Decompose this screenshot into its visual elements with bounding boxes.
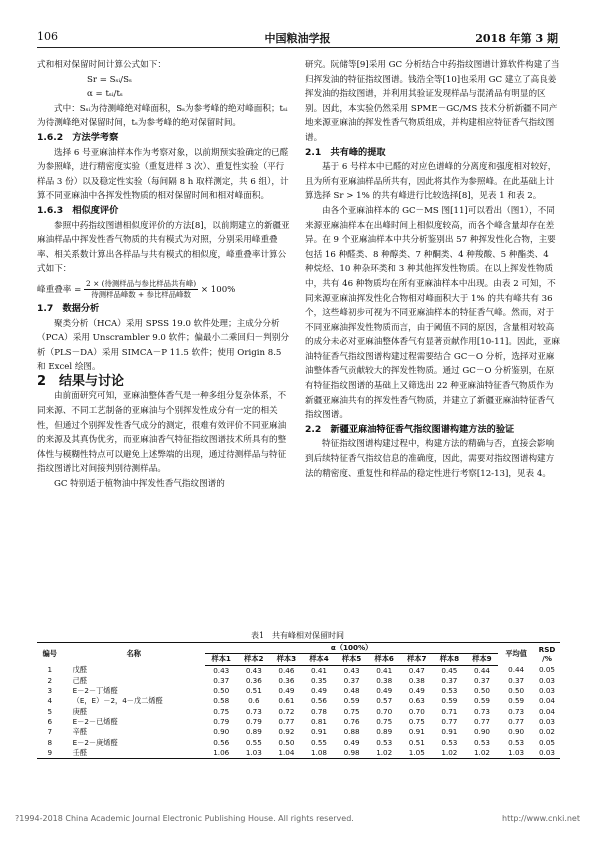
heading-2: 2 结果与讨论: [37, 373, 125, 389]
compound-name: 辛醛: [72, 727, 88, 737]
col-header-sample: 样本4: [303, 654, 336, 665]
table-row: [37, 707, 560, 717]
right-column: [305, 58, 560, 481]
table-row: [37, 748, 560, 759]
compound-name: E－2－丁烯醛: [72, 686, 118, 696]
average-value: 0.73: [508, 706, 525, 716]
compound-name: 庚醛: [72, 706, 88, 716]
compound-name: E－2－已烯醛: [72, 717, 118, 727]
alpha-value: 0.38: [376, 675, 393, 685]
alpha-value: 0.59: [441, 696, 458, 706]
col-header-avg: 平均值: [498, 643, 534, 666]
alpha-value: 0.98: [335, 748, 368, 759]
alpha-value: 0.51: [245, 686, 262, 696]
footer-site[interactable]: http://www.cnki.net: [502, 814, 580, 823]
page-number: 106: [37, 30, 58, 43]
alpha-value: 0.44: [473, 665, 490, 675]
col-header-sample: 样本8: [433, 654, 466, 665]
heading-2-1: 2.1 共有峰的提取: [305, 146, 386, 158]
header-rule: [37, 47, 560, 48]
alpha-value: 0.70: [376, 706, 393, 716]
row-number: 1: [47, 665, 53, 675]
paragraph-2-2: 特征指纹图谱构建过程中，构建方法的精确与否，直接会影响到后续特征香气指纹信息的准确度，因此，需要对指纹图谱构建方法的精密度、重复性和样品的稳定性进行考察[12-13]，见表 4。: [305, 439, 555, 479]
alpha-value: 0.63: [408, 696, 425, 706]
alpha-value: 0.75: [408, 717, 425, 727]
alpha-value: 0.89: [376, 727, 393, 737]
alpha-value: 0.36: [278, 675, 295, 685]
alpha-value: 0.41: [311, 665, 328, 675]
alpha-value: 0.75: [213, 706, 230, 716]
average-value: 0.50: [508, 686, 525, 696]
rsd-value: 0.04: [538, 696, 555, 706]
overlap-label: 峰重叠率 =: [37, 284, 82, 295]
alpha-value: 0.50: [473, 686, 490, 696]
paragraph-1-6-3: 参照中药指纹图谱相似度评价的方法[8]，以前期建立的新疆亚麻油样品中挥发性香气物质的共有模式为对照，分别采用峰重叠率、相关系数计算出各样品与共有模式的相似度，峰重叠率计算公式如下：: [37, 220, 290, 275]
overlap-tail: × 100%: [200, 284, 236, 295]
alpha-value: 0.71: [441, 706, 458, 716]
col-header-name: 名称: [63, 643, 205, 666]
alpha-value: 1.04: [270, 748, 303, 759]
table-row: [37, 686, 560, 696]
table-row: [37, 717, 560, 727]
compound-name: E－2－庚烯醛: [72, 737, 118, 747]
paragraph-2b: GC 特别适于植物油中挥发性香气指纹图谱的: [54, 479, 225, 490]
alpha-value: 0.90: [473, 727, 490, 737]
row-number: 7: [47, 727, 53, 737]
alpha-value: 0.78: [311, 706, 328, 716]
alpha-value: 0.75: [343, 706, 360, 716]
alpha-value: 0.53: [376, 737, 393, 747]
paragraph-2-1a: 基于 6 号样本中已醛的对应色谱峰的分离度和强度相对较好，且为所有亚麻油样品所共有，因此将其作为参照峰。在此基础上计算选择 Sr > 1% 的共有峰进行比较选择[8]，见表 1 和表 2。: [305, 162, 557, 202]
issue-label: 2018 年第 3 期: [475, 32, 558, 45]
average-value: 0.77: [508, 717, 525, 727]
alpha-value: 0.77: [441, 717, 458, 727]
alpha-value: 0.38: [408, 675, 425, 685]
heading-1-6-2: 1.6.2 方法学考察: [37, 131, 119, 143]
alpha-value: 0.43: [245, 665, 262, 675]
table-row: [37, 738, 560, 748]
alpha-value: 1.05: [401, 748, 434, 759]
alpha-value: 0.81: [311, 717, 328, 727]
alpha-value: 0.37: [473, 675, 490, 685]
heading-2-2: 2.2 新疆亚麻油特征香气指纹图谱构建方法的验证: [305, 423, 515, 435]
alpha-value: 0.36: [245, 675, 262, 685]
col-header-sample: 样本9: [466, 654, 499, 665]
alpha-value: 0.58: [213, 696, 230, 706]
alpha-value: 0.70: [408, 706, 425, 716]
journal-title: 中国粮油学报: [264, 32, 331, 45]
alpha-value: 1.02: [433, 748, 466, 759]
col-header-sample: 样本2: [238, 654, 271, 665]
overlap-formula: [37, 279, 292, 300]
overlap-fraction: [84, 279, 198, 300]
average-value: 0.37: [508, 675, 525, 685]
col-header-rsd: RSD /%: [534, 643, 560, 666]
alpha-value: 0.53: [473, 737, 490, 747]
alpha-value: 0.55: [245, 737, 262, 747]
alpha-value: 0.43: [343, 665, 360, 675]
alpha-value: 0.56: [311, 696, 328, 706]
compound-name: 壬醛: [63, 748, 205, 759]
average-value: 0.90: [508, 727, 525, 737]
paragraph-2a: 由前面研究可知，亚麻油整体香气是一种多组分复杂体系，不同来源、不同工艺制备的亚麻油与个别挥发性成分有一定的相关性，但通过个别挥发性香气成分的测定，很难有效评价不同亚麻油的来源及其真伪优劣，而亚麻油香气特征指纹图谱技术所具有的整体性与模糊性特点可以避免上述弊端的出现，通过待测样品与特征指纹图谱比对间接判别待测样品。: [37, 391, 287, 475]
row-number: 2: [47, 675, 53, 685]
alpha-value: 0.43: [213, 665, 230, 675]
formula-intro: 式和相对保留时间计算公式如下：: [37, 60, 166, 70]
paragraph-1-6-2: 选择 6 号亚麻油样本作为考察对象，以前期预实验确定的已醛为参照峰，进行精密度实验（重复进样 3 次）、重复性实验（平行样品 3 份）以及稳定性实验（每间隔 8 h 取样测定，共 6 组），计算不同亚麻油中各挥发性物质的相对保留时间和相对峰面积。: [37, 147, 289, 202]
alpha-value: 0.76: [343, 717, 360, 727]
alpha-value: 0.72: [278, 706, 295, 716]
overlap-numerator: 2 × (待测样品与参比样品共有峰): [86, 278, 197, 288]
row-number: 6: [47, 717, 53, 727]
overlap-denominator: 待测样品峰数 + 参比样品峰数: [91, 289, 191, 299]
row-number: 5: [47, 706, 53, 716]
table-row: [37, 665, 560, 676]
average-value: 1.03: [498, 748, 534, 759]
rsd-value: 0.02: [538, 727, 555, 737]
alpha-value: 0.41: [376, 665, 393, 675]
table-row: [37, 696, 560, 706]
rsd-value: 0.03: [534, 748, 560, 759]
alpha-value: 0.59: [343, 696, 360, 706]
alpha-value: 0.91: [408, 727, 425, 737]
alpha-value: 0.6: [248, 696, 260, 706]
left-column: [37, 58, 292, 492]
alpha-value: 0.61: [278, 696, 295, 706]
table-title: 表1 共有峰相对保留时间: [250, 631, 345, 640]
alpha-value: 0.77: [278, 717, 295, 727]
rsd-value: 0.03: [538, 717, 555, 727]
heading-1-7: 1.7 数据分析: [37, 302, 100, 314]
row-number: 9: [37, 748, 63, 759]
col-header-sample: 样本7: [401, 654, 434, 665]
alpha-value: 0.77: [473, 717, 490, 727]
alpha-value: 0.79: [245, 717, 262, 727]
alpha-value: 0.89: [245, 727, 262, 737]
col-header-sample: 样本1: [205, 654, 238, 665]
average-value: 0.44: [508, 665, 525, 675]
alpha-value: 1.08: [303, 748, 336, 759]
row-number: 4: [47, 696, 53, 706]
alpha-value: 0.49: [311, 686, 328, 696]
formula-description: 式中：Sₛᵢ为待测峰绝对峰面积，Sₛ为参考峰的绝对峰面积；tₛᵢ为待测峰绝对保留时间，tₛ为参考峰的绝对保留时间。: [37, 103, 288, 129]
alpha-value: 0.53: [441, 686, 458, 696]
alpha-value: 0.49: [343, 737, 360, 747]
col-header-alpha: α（100%）: [205, 643, 498, 654]
col-header-no: 编号: [37, 643, 63, 666]
compound-name: （E，E）－2，4－戊二烯醛: [72, 696, 163, 706]
alpha-value: 0.57: [376, 696, 393, 706]
average-value: 0.59: [508, 696, 525, 706]
alpha-value: 1.02: [466, 748, 499, 759]
col-header-sample: 样本6: [368, 654, 401, 665]
alpha-value: 0.49: [408, 686, 425, 696]
footer-copyright: ?1994-2018 China Academic Journal Electronic Publishing House. All rights reserved.: [15, 814, 354, 823]
alpha-value: 0.73: [473, 706, 490, 716]
alpha-value: 0.50: [213, 686, 230, 696]
rsd-value: 0.03: [538, 686, 555, 696]
formula-sr: Sr = Sₛᵢ/Sₛ: [87, 74, 132, 85]
rsd-value: 0.03: [538, 675, 555, 685]
table-body: [37, 665, 560, 759]
compound-name: 己醛: [72, 675, 88, 685]
alpha-value: 0.55: [311, 737, 328, 747]
col-header-sample: 样本5: [335, 654, 368, 665]
alpha-value: 0.79: [213, 717, 230, 727]
alpha-value: 0.46: [278, 665, 295, 675]
rsd-value: 0.05: [538, 737, 555, 747]
paragraph-1-7: 聚类分析（HCA）采用 SPSS 19.0 软件处理；主成分分析（PCA）采用 Unscrambler 9.0 软件；偏最小二乘回归－判别分析（PLS－DA）采用 SIMCA－P 11.5 软件；使用 Origin 8.5 和 Excel 绘图。: [37, 318, 289, 373]
alpha-value: 0.37: [213, 675, 230, 685]
alpha-value: 0.91: [441, 727, 458, 737]
alpha-value: 0.56: [213, 737, 230, 747]
alpha-value: 0.45: [441, 665, 458, 675]
alpha-value: 0.53: [441, 737, 458, 747]
alpha-value: 0.92: [278, 727, 295, 737]
alpha-value: 0.50: [278, 737, 295, 747]
alpha-value: 0.90: [213, 727, 230, 737]
alpha-value: 0.88: [343, 727, 360, 737]
table-row: [37, 727, 560, 737]
rsd-value: 0.05: [538, 665, 555, 675]
alpha-value: 0.59: [473, 696, 490, 706]
alpha-value: 0.75: [376, 717, 393, 727]
alpha-value: 0.49: [278, 686, 295, 696]
alpha-value: 0.73: [245, 706, 262, 716]
alpha-value: 1.06: [205, 748, 238, 759]
alpha-value: 0.48: [343, 686, 360, 696]
paragraph-2-1b: 由各个亚麻油样本的 GC－MS 图[11]可以看出（图1），不同来源亚麻油样本在出峰时间上相似度较高，而各个峰含量却存在差异。在 9 个亚麻油样本中共分析鉴别出 57 种挥发性化合物，主要包括 16 种醛类、8 种醇类、7 种酮类、4 种羧酸、5 种酯类、4 种烷烃、10 种杂环类和 3 种其他挥发性物质。在以上挥发性物质中，共有 46 种物质均在所有亚麻油样本中出现。由表 2 可知，不同来源亚麻油挥发性化合物相对峰面积大于 1% 的共有峰共有 36 个，这些峰初步可视为不同亚麻油样本的特征香气峰。然而，对于不同亚麻油挥发性物质而言，由于阈值不同的原因，含量相对较高的成分未必对亚麻油整体香气有显著贡献作用[10-11]。因此，亚麻油特征香气指纹图谱构建过程需要结合 GC－O 分析，选择对亚麻油整体香气贡献较大的挥发性物质。通过 GC－O 分析鉴别，在原有特征指纹图谱的基础上又筛选出 22 种亚麻油特征香气物质作为新疆亚麻油共有的挥发性香气物质，并建立了新疆亚麻油特征香气指纹图谱。: [305, 205, 560, 421]
paragraph-continued: 研究。阮储等[9]采用 GC 分析结合中药指纹图谱计算软件构建了当归挥发油的特征指纹图谱。钱浩全等[10]也采用 GC 建立了高良姜挥发油的指纹图谱，并利用其验证发现样品与混淆品有明显的区别。因此，本实验仍然采用 SPME－GC/MS 技术分析新疆不同产地来源亚麻油的挥发性香气物质组成，并构建相应特征香气指纹图谱。: [305, 60, 560, 143]
average-value: 0.53: [508, 737, 525, 747]
alpha-value: 0.47: [408, 665, 425, 675]
alpha-value: 0.51: [408, 737, 425, 747]
alpha-value: 0.91: [311, 727, 328, 737]
col-header-sample: 样本3: [270, 654, 303, 665]
table-row: [37, 676, 560, 686]
rsd-value: 0.04: [538, 706, 555, 716]
alpha-value: 1.03: [238, 748, 271, 759]
row-number: 8: [47, 737, 53, 747]
alpha-value: 0.49: [376, 686, 393, 696]
alpha-value: 1.02: [368, 748, 401, 759]
compound-name: 戊醛: [72, 665, 88, 675]
heading-1-6-3: 1.6.3 相似度评价: [37, 204, 119, 216]
row-number: 3: [47, 686, 53, 696]
alpha-value: 0.37: [343, 675, 360, 685]
alpha-value: 0.35: [311, 675, 328, 685]
formula-alpha: α = tₛᵢ/tₛ: [87, 89, 123, 100]
retention-table: [37, 642, 560, 759]
alpha-value: 0.37: [441, 675, 458, 685]
